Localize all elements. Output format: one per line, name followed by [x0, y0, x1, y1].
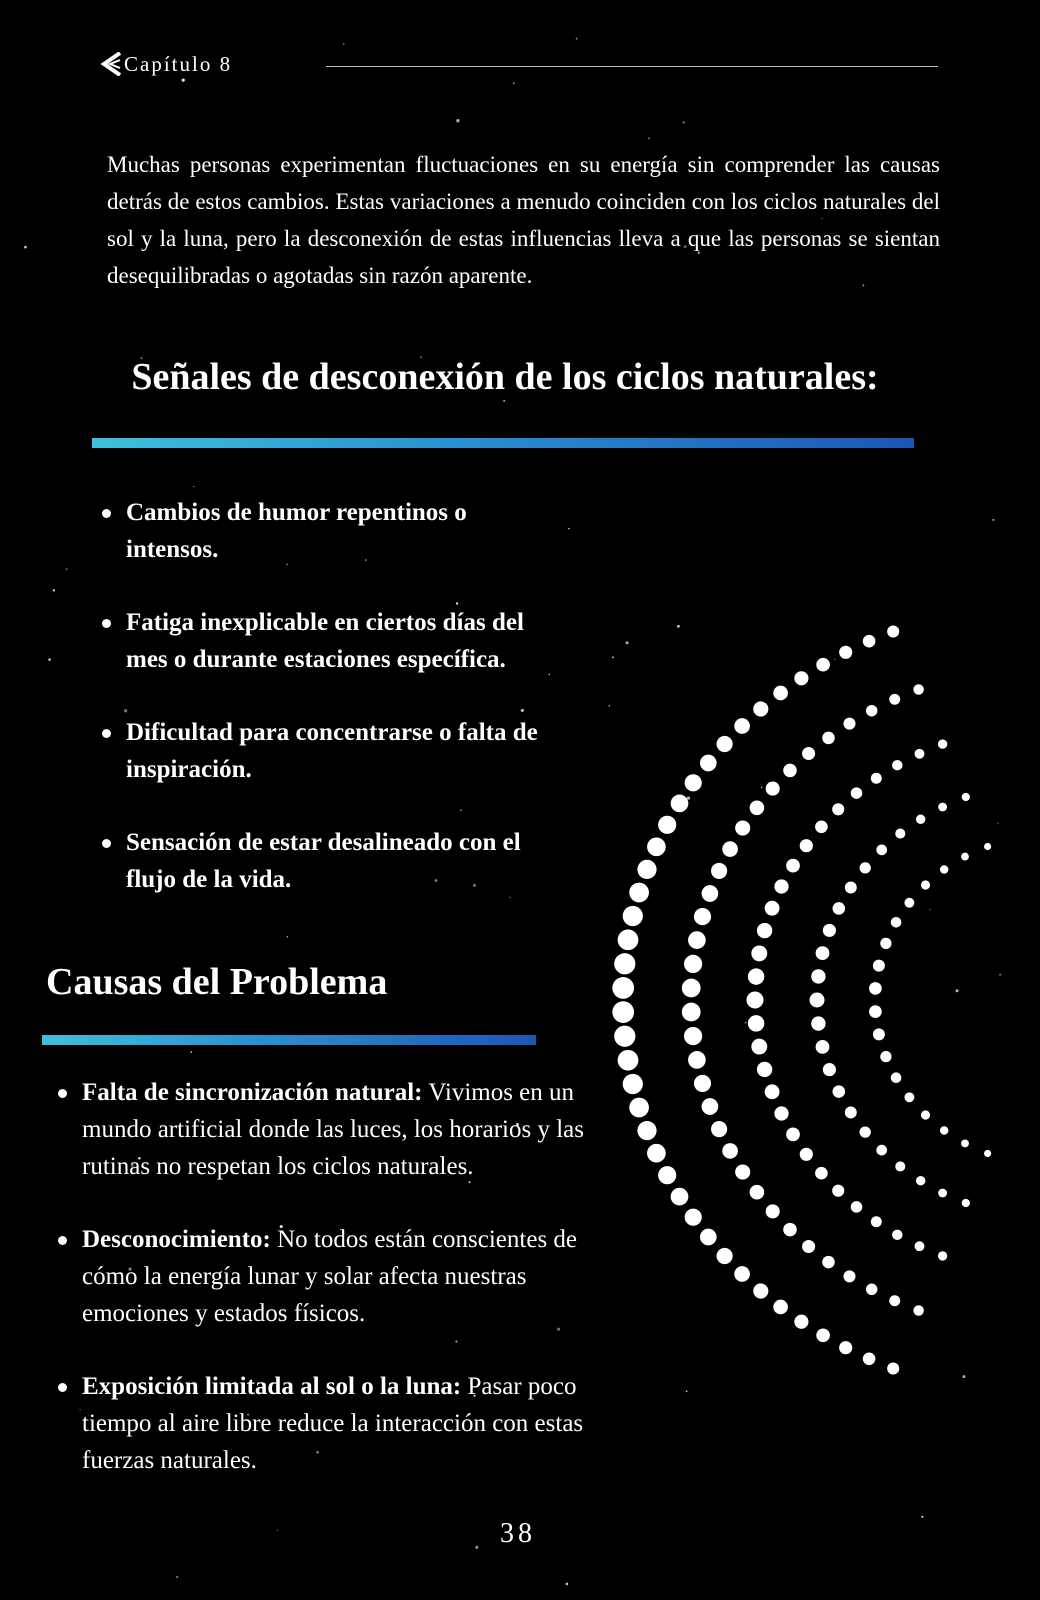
list-item: [102, 494, 562, 568]
cause-text: No todos están conscientes de cómo la energía lunar y solar afecta nuestras emociones y estados físicos.: [82, 1226, 578, 1327]
arc-dot: [889, 694, 900, 705]
arc-dot: [921, 1110, 930, 1119]
arc-dot: [702, 1098, 719, 1115]
arc-dot: [984, 1150, 991, 1157]
arc-dot: [618, 1050, 639, 1071]
arc-dot: [823, 1063, 836, 1076]
arc-dot: [688, 931, 706, 949]
bullet-icon: [58, 1236, 67, 1245]
arc-dot: [938, 1189, 947, 1198]
bullet-icon: [102, 729, 111, 738]
arc-dot: [891, 917, 902, 928]
arc-dot: [921, 880, 930, 889]
arc-dot: [800, 839, 813, 852]
causes-heading-underline: [42, 1035, 536, 1045]
arc-dot: [612, 1001, 634, 1023]
arc-dot: [895, 1161, 905, 1171]
arc-dot: [851, 1201, 863, 1213]
arc-dot: [735, 820, 750, 835]
arc-dot: [833, 902, 846, 915]
arc-dot: [961, 853, 969, 861]
list-item-text: Sensación de estar desalineado con el flujo de la vida.: [126, 829, 521, 893]
arc-dot: [871, 1216, 882, 1227]
arc-dot: [684, 955, 702, 973]
arc-dot: [816, 946, 830, 960]
arc-dot: [811, 969, 825, 983]
arc-dot: [637, 1121, 656, 1140]
list-item: [58, 1368, 618, 1479]
arc-dot: [747, 992, 764, 1009]
arc-dot: [961, 1139, 969, 1147]
arc-dot: [984, 843, 991, 850]
causes-heading: Causas del Problema: [46, 961, 388, 1003]
arc-dot: [751, 945, 767, 961]
arc-dot: [734, 1266, 750, 1282]
arc-dot: [614, 953, 635, 974]
arc-dot: [913, 684, 923, 694]
arc-dot: [962, 793, 970, 801]
arc-dot: [794, 1315, 808, 1329]
arc-dot: [851, 787, 863, 799]
arc-dot: [684, 1027, 702, 1045]
arc-dot: [816, 1328, 830, 1342]
arc-dot: [904, 1092, 914, 1102]
arc-dot: [774, 879, 788, 893]
arc-dot: [794, 671, 808, 685]
arc-dot: [869, 1005, 882, 1018]
arc-dot: [810, 993, 825, 1008]
arc-dot: [832, 803, 844, 815]
arc-dot: [786, 859, 800, 873]
arc-dot: [671, 1188, 689, 1206]
cause-text: Pasar poco tiempo al aire libre reduce la interacción con estas fuerzas naturales.: [82, 1373, 584, 1474]
list-item-text: Cambios de humor repentinos o intensos.: [126, 499, 467, 563]
arc-dot: [816, 1040, 830, 1054]
list-item-text: Fatiga inexplicable en ciertos días del mes o durante estaciones específica.: [126, 609, 524, 673]
arc-dot: [766, 782, 780, 796]
bullet-icon: [58, 1089, 67, 1098]
arc-dot: [722, 841, 738, 857]
arc-dot: [904, 898, 914, 908]
arc-dot: [694, 1075, 711, 1092]
arc-dot: [750, 801, 765, 816]
bullet-icon: [102, 619, 111, 628]
arc-dot: [915, 1241, 925, 1251]
arc-dot: [860, 862, 871, 873]
arc-dot: [773, 1300, 788, 1315]
cause-term: Falta de sincronización natural:: [82, 1079, 423, 1106]
signs-list: [102, 494, 562, 934]
arc-dot: [845, 1107, 857, 1119]
arc-dot: [802, 1240, 815, 1253]
arc-dot: [869, 982, 882, 995]
arc-dot: [753, 1283, 768, 1298]
arc-dot: [757, 1062, 772, 1077]
arc-dot: [892, 1230, 902, 1240]
arc-dot: [682, 979, 701, 998]
chapter-header: [100, 50, 940, 80]
arc-dot: [647, 837, 666, 856]
arc-dot: [618, 929, 639, 950]
arc-dot: [682, 1003, 701, 1022]
cause-term: Desconocimiento:: [82, 1226, 271, 1253]
arc-dot: [915, 749, 925, 759]
arc-dot: [844, 1270, 856, 1282]
arc-dot: [629, 883, 649, 903]
arc-dot: [702, 885, 719, 902]
arc-dot: [863, 1353, 876, 1366]
header-divider: [326, 66, 938, 67]
arc-dot: [783, 1223, 797, 1237]
arc-dot: [773, 686, 788, 701]
arc-dot: [823, 924, 836, 937]
arc-dot: [822, 1256, 835, 1269]
arc-dot: [866, 1284, 877, 1295]
arc-dot: [647, 1144, 666, 1163]
arc-dot: [629, 1098, 649, 1118]
arc-dot: [916, 815, 925, 824]
arc-dot: [880, 1051, 891, 1062]
arc-dot: [800, 1148, 813, 1161]
arc-dot: [892, 760, 902, 770]
signs-heading: Señales de desconexión de los ciclos naturales:: [131, 356, 879, 398]
chevron-left-icon: [100, 52, 122, 76]
arc-dot: [717, 1248, 733, 1264]
arc-dot: [750, 1185, 765, 1200]
arc-dot: [938, 1251, 947, 1260]
arc-dot: [688, 1051, 706, 1069]
arc-dot: [833, 1085, 846, 1098]
arc-dot: [871, 773, 882, 784]
arc-dot: [717, 736, 733, 752]
intro-paragraph: Muchas personas experimentan fluctuaciones en su energía sin comprender las causas detrás de estos cambios. Estas variaciones a menudo coinciden con los ciclos naturales del sol y la luna, pero la desconexión de estas influencias lleva a que las personas se sientan desequilibradas o agotadas sin razón aparente.: [107, 152, 940, 288]
list-item-text: Dificultad para concentrarse o falta de inspiración.: [126, 719, 538, 783]
arc-dot: [694, 908, 711, 925]
bullet-icon: [102, 839, 111, 848]
arc-dot: [873, 1028, 885, 1040]
arc-dot: [711, 863, 727, 879]
list-item: [58, 1221, 618, 1332]
arc-dot: [816, 658, 830, 672]
arc-dot: [876, 1145, 887, 1156]
arc-dot: [860, 1126, 871, 1137]
arc-dot: [938, 739, 947, 748]
arc-dot: [612, 977, 634, 999]
arc-dot: [637, 860, 656, 879]
arc-dot: [815, 1167, 828, 1180]
arc-dot: [685, 774, 702, 791]
arc-dot: [866, 705, 877, 716]
arc-dot: [940, 865, 949, 874]
arc-dot: [891, 1072, 902, 1083]
arc-dot: [845, 882, 857, 894]
arc-dot: [822, 732, 835, 745]
arc-dot: [811, 1016, 825, 1030]
arc-dot: [962, 1199, 970, 1207]
arc-dot: [748, 1015, 764, 1031]
arc-dot: [880, 938, 891, 949]
arc-dot: [844, 718, 856, 730]
list-item: [102, 824, 562, 898]
arc-dot: [774, 1106, 788, 1120]
arc-dot: [753, 701, 768, 716]
arc-dot: [722, 1143, 738, 1159]
arc-dot: [887, 1362, 899, 1374]
list-item: [58, 1074, 618, 1185]
bullet-icon: [58, 1383, 67, 1392]
page-number: 38: [500, 1518, 536, 1549]
arc-dot: [940, 1126, 949, 1135]
arc-dot: [757, 923, 772, 938]
arc-dot: [832, 1185, 844, 1197]
arc-dot: [913, 1305, 923, 1315]
arc-dot: [873, 960, 885, 972]
arc-dot: [735, 1164, 750, 1179]
arc-dot: [887, 625, 899, 637]
causes-list: [58, 1074, 618, 1515]
arc-dot: [685, 1209, 702, 1226]
arc-dot: [734, 718, 750, 734]
arc-dot: [658, 816, 676, 834]
arc-dot: [700, 755, 717, 772]
arc-dot: [751, 1039, 767, 1055]
bullet-icon: [102, 509, 111, 518]
arc-dot: [839, 646, 852, 659]
arc-dot: [876, 845, 887, 856]
arc-dot: [614, 1026, 635, 1047]
cause-term: Exposición limitada al sol o la luna:: [82, 1373, 462, 1400]
arc-dot: [765, 1084, 780, 1099]
list-item: [102, 714, 562, 788]
arc-dot: [766, 1204, 780, 1218]
arc-dot: [783, 764, 797, 778]
signs-heading-underline: [92, 438, 914, 448]
arc-dot: [765, 901, 780, 916]
arc-dot: [802, 747, 815, 760]
arc-dot: [786, 1128, 800, 1142]
arc-dot: [839, 1341, 852, 1354]
arc-dot: [938, 803, 947, 812]
list-item: [102, 604, 562, 678]
arc-dot: [895, 829, 905, 839]
arc-dot: [889, 1295, 900, 1306]
arc-dot: [671, 795, 689, 813]
chapter-label: Capítulo 8: [124, 52, 233, 76]
arc-dot: [815, 820, 828, 833]
arc-dot: [623, 1074, 643, 1094]
cause-text: Vivimos en un mundo artificial donde las luces, los horarios y las rutinas no respetan los ciclos naturales.: [82, 1079, 584, 1180]
arc-dot: [916, 1176, 925, 1185]
arc-dot: [658, 1166, 676, 1184]
arc-dot: [623, 906, 643, 926]
arc-dot: [748, 968, 764, 984]
arc-dot: [863, 635, 876, 648]
arc-dot: [711, 1121, 727, 1137]
arc-dot: [700, 1229, 717, 1246]
